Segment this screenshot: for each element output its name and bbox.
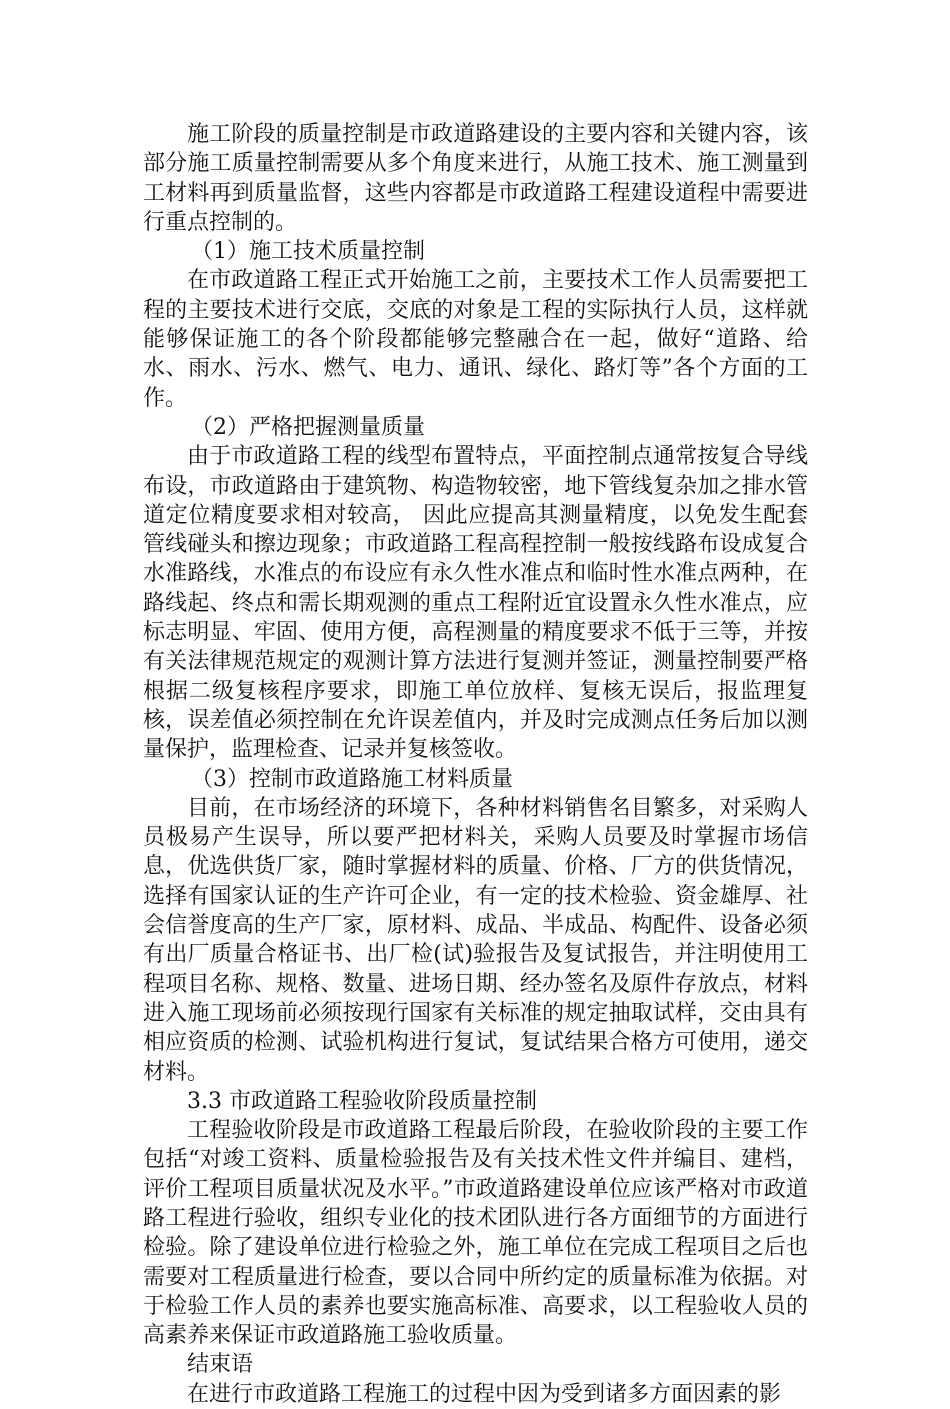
- heading-technical-quality-control: （1）施工技术质量控制: [191, 239, 425, 265]
- paragraph-material-control: 目前，在市场经济的环境下，各种材料销售名目繁多，对采购人员极易产生误导，所以要严把材料关，采购人员要及时掌握市场信息，优选供货厂家，随时掌握材料的质量、价格、厂方的供货情况，选择有国家认证的生产许可企业，有一定的技术检验、资金雄厚、社会信誉度高的生产厂家，原材料、成品、半成品、构配件、设备必须有出厂质量合格证书、出厂检(试)验报告及复试报告，并注明使用工程项目名称、规格、数量、进场日期、经办签名及原件存放点，材料进入施工现场前必须按现行国家有关标准的规定抽取试样，交由具有相应资质的检测、试验机构进行复试，复试结果合格方可使用，递交材料。: [143, 795, 808, 1085]
- paragraph-conclusion-start: 在进行市政道路工程施工的过程中因为受到诸多方面因素的影: [187, 1381, 782, 1407]
- heading-material-quality: （3）控制市政道路施工材料质量: [191, 766, 513, 792]
- heading-conclusion: 结束语: [187, 1352, 254, 1378]
- heading-survey-quality: （2）严格把握测量质量: [191, 414, 425, 440]
- document-body: [143, 120, 808, 1409]
- heading-acceptance-stage: 3.3 市政道路工程验收阶段质量控制: [187, 1088, 537, 1114]
- paragraph-acceptance-control: 工程验收阶段是市政道路工程最后阶段，在验收阶段的主要工作包括“对竣工资料、质量检验报告及有关技术性文件并编目、建档，评价工程项目质量状况及水平。”市政道路建设单位应该严格对市政道路工程进行验收，组织专业化的技术团队进行各方面细节的方面进行检验。除了建设单位进行检验之外，施工单位在完成工程项目之后也需要对工程质量进行检查，要以合同中所约定的质量标准为依据。对于检验工作人员的素养也要实施高标准、高要求，以工程验收人员的高素养来保证市政道路施工验收质量。: [143, 1118, 808, 1349]
- paragraph-construction-quality-intro: 施工阶段的质量控制是市政道路建设的主要内容和关键内容，该部分施工质量控制需要从多个角度来进行，从施工技术、施工测量到工材料再到质量监督，这些内容都是市政道路工程建设道程中需要进行重点控制的。: [143, 122, 808, 235]
- paragraph-survey-control: 由于市政道路工程的线型布置特点，平面控制点通常按复合导线布设，市政道路由于建筑物、构造物较密，地下管线复杂加之排水管道定位精度要求相对较高， 因此应提高其测量精度，以免发生配套管线碰头和擦边现象；市政道路工程高程控制一般按线路布设成复合水准路线，水准点的布设应有永久性水准点和临时性水准点两种，在路线起、终点和需长期观测的重点工程附近宜设置永久性水准点，应标志明显、牢固、使用方便，高程测量的精度要求不低于三等，并按有关法律规范规定的观测计算方法进行复测并签证，测量控制要严格根据二级复核程序要求，即施工单位放样、复核无误后，报监理复核，误差值必须控制在允许误差值内，并及时完成测点任务后加以测量保护，监理检查、记录并复核签收。: [143, 444, 808, 763]
- paragraph-technical-briefing: 在市政道路工程正式开始施工之前，主要技术工作人员需要把工程的主要技术进行交底，交底的对象是工程的实际执行人员，这样就能够保证施工的各个阶段都能够完整融合在一起，做好“道路、给水、雨水、污水、燃气、电力、通讯、绿化、路灯等”各个方面的工作。: [143, 268, 808, 411]
